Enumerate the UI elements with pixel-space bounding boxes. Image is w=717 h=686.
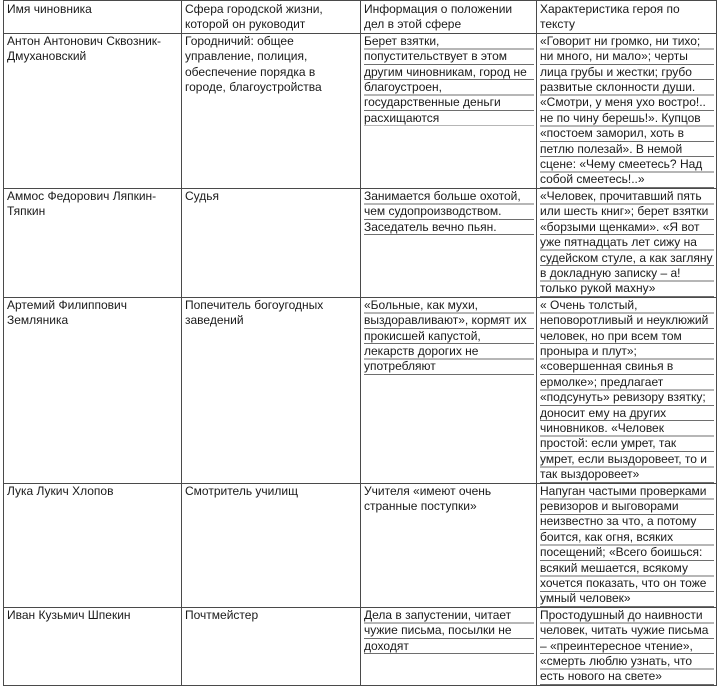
table-header-row bbox=[4, 1, 717, 34]
table-row bbox=[4, 188, 717, 297]
sphere-cell: Смотритель училищ bbox=[182, 483, 361, 607]
characteristic-cell: «Человек, прочитавший пять или шесть книг»; берет взятки «борзыми щенками». «Я вот уже пятнадцать лет сижу на судейском стуле, а как загляну в докладную записку – а! только рукой махну» bbox=[537, 188, 717, 297]
header-sphere-info: Информация о положении дел в этой сфере bbox=[361, 1, 537, 34]
info-cell: Учителя «имеют очень странные поступки» bbox=[361, 483, 537, 607]
official-name-cell: Лука Лукич Хлопов bbox=[4, 483, 182, 607]
characteristic-cell: Напуган частыми проверками ревизоров и выговорами неизвестно за что, а потому боится, как огня, всяких посещений; «Всего боишься: всякий мешается, всякому хочется показать, что он тоже умный человек» bbox=[537, 483, 717, 607]
header-hero-characteristic: Характеристика героя по тексту bbox=[537, 1, 717, 34]
official-name-cell: Антон Антонович Сквозник-Дмухановский bbox=[4, 33, 182, 188]
characteristic-cell: Простодушный до наивности человек, читать чужие письма – «преинтересное чтение», «смерть люблю узнать, что есть нового на свете» bbox=[537, 607, 717, 685]
officials-table bbox=[3, 0, 717, 686]
table-row bbox=[4, 607, 717, 685]
official-name-cell: Иван Кузьмич Шпекин bbox=[4, 607, 182, 685]
header-official-name: Имя чиновника bbox=[4, 1, 182, 34]
sphere-cell: Судья bbox=[182, 188, 361, 297]
sphere-cell: Городничий: общее управление, полиция, обеспечение порядка в городе, благоустройства bbox=[182, 33, 361, 188]
info-cell: Берет взятки, попустительствует в этом другим чиновникам, город не благоустроен, государственные деньги расхищаются bbox=[361, 33, 537, 188]
sphere-cell: Почтмейстер bbox=[182, 607, 361, 685]
characteristic-cell: «Говорит ни громко, ни тихо; ни много, ни мало»; черты лица грубы и жестки; грубо развитые склонности души. «Смотри, у меня ухо востро!.. не по чину берешь!». Купцов «постоем заморил, хоть в петлю полезай». В немой сцене: «Чему смеетесь? Над собой смеетесь!..» bbox=[537, 33, 717, 188]
official-name-cell: Артемий Филиппович Земляника bbox=[4, 297, 182, 483]
table-row bbox=[4, 33, 717, 188]
official-name-cell: Аммос Федорович Ляпкин-Тяпкин bbox=[4, 188, 182, 297]
sphere-cell: Попечитель богоугодных заведений bbox=[182, 297, 361, 483]
header-city-sphere: Сфера городской жизни, которой он руководит bbox=[182, 1, 361, 34]
info-cell: «Больные, как мухи, выздоравливают», кормят их прокисшей капустой, лекарств дорогих не употребляют bbox=[361, 297, 537, 483]
info-cell: Дела в запустении, читает чужие письма, посылки не доходят bbox=[361, 607, 537, 685]
table-row bbox=[4, 297, 717, 483]
table-row bbox=[4, 483, 717, 607]
characteristic-cell: « Очень толстый, неповоротливый и неуклюжий человек, но при всем том проныра и плут»; «совершенная свинья в ермолке»; предлагает «подсунуть» ревизору взятку; доносит ему на других чиновников. «Человек простой: если умрет, так умрет, если выздоровеет, то и так выздоровеет» bbox=[537, 297, 717, 483]
info-cell: Занимается больше охотой, чем судопроизводством. Заседатель вечно пьян. bbox=[361, 188, 537, 297]
officials-table-container bbox=[3, 0, 716, 686]
